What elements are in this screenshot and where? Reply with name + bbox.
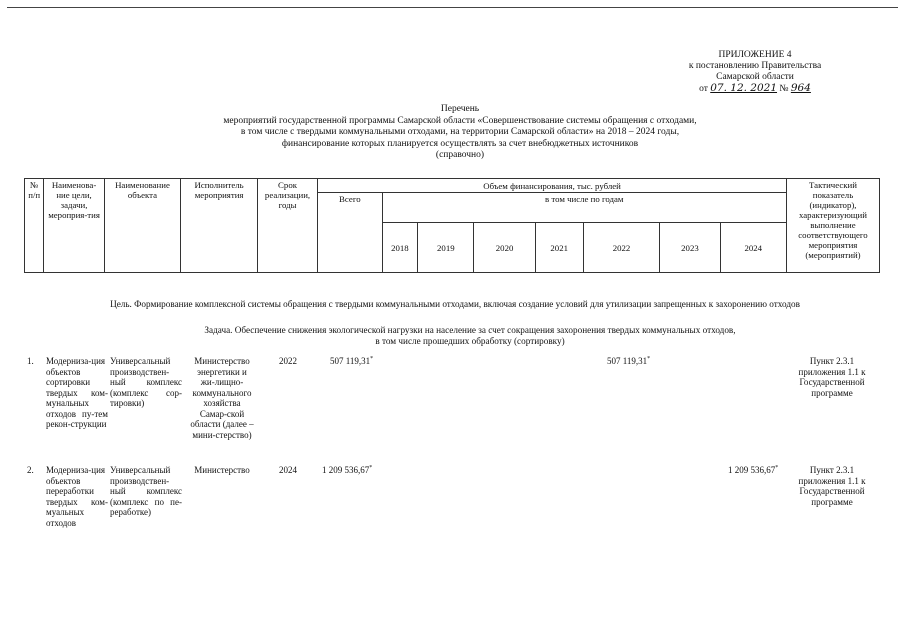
col-object: Наименование объекта: [104, 179, 181, 273]
title-line3: в том числе с твердыми коммунальными отходами, на территории Самарской области» на 2018 – 2024 годы,: [240, 127, 680, 137]
task-line1: Задача. Обеспечение снижения экологической нагрузки на население за счет сокращения захоронения твердых коммунальных отходов,: [204, 325, 736, 335]
year-2021: 2021: [535, 223, 583, 273]
row2-year-2024: [728, 465, 778, 476]
page-top-border: [7, 7, 898, 8]
col-num: № п/п: [25, 179, 44, 273]
row2-num: 2.: [27, 465, 34, 475]
appendix-line3: Самарской области: [716, 72, 794, 82]
appendix-block: [660, 50, 850, 95]
number-sign: №: [779, 84, 789, 94]
row1-year-value: 507 119,31: [607, 356, 648, 366]
row2-total-mark: *: [369, 465, 373, 471]
col-total: Всего: [318, 193, 382, 273]
row2-object: Универсальный производствен-ный комплекс (комплекс по пе-реработке): [110, 465, 182, 517]
date-value: 07. 12. 2021: [710, 82, 778, 94]
row1-goal: Модерниза-ция объектов сортировки твердых ком-мунальных отходов пу-тем рекон-струкции: [46, 356, 108, 429]
goal-statement: Цель. Формирование комплексной системы обращения с твердыми коммунальными отходами, включая создание условий для утилизации запрещенных к захоронению отходов: [110, 299, 800, 309]
col-indicator: Тактический показатель (индикатор), характеризующий выполнение соответствующего мероприятия (мероприятий): [786, 179, 879, 273]
row1-total: [330, 356, 373, 367]
row2-total-value: 1 209 536,67: [322, 465, 370, 475]
row2-year-value: 1 209 536,67: [728, 465, 776, 475]
year-2020: 2020: [474, 223, 535, 273]
row2-executor: Министерство: [194, 465, 250, 475]
col-executor: Исполнитель мероприятия: [181, 179, 258, 273]
header-table: [24, 178, 880, 273]
row1-indicator: Пункт 2.3.1 приложения 1.1 к Государственной программе: [798, 356, 866, 398]
document-title: [140, 104, 780, 162]
row1-year-mark: *: [647, 356, 651, 362]
title-line1: Перечень: [440, 104, 480, 114]
row1-year-2022: [607, 356, 650, 367]
year-2023: 2023: [660, 223, 720, 273]
row1-executor: Министерство энергетики и жи-лищно-коммунального хозяйства Самар-ской области (далее – мини-стерство): [190, 356, 254, 440]
row1-term: 2022: [279, 356, 297, 366]
number-value: 964: [790, 82, 811, 94]
row1-total-mark: *: [370, 356, 374, 362]
title-line2: мероприятий государственной программы Самарской области «Совершенствование системы обращения с отходами,: [223, 115, 697, 126]
col-term: Срок реализации, годы: [257, 179, 317, 273]
col-financing: Объем финансирования, тыс. рублей: [318, 179, 787, 193]
col-goal: Наименова-ние цели, задачи, мероприя-тия: [44, 179, 104, 273]
appendix-line2: к постановлению Правительства: [688, 61, 822, 71]
row1-num: 1.: [27, 356, 34, 366]
year-2019: 2019: [418, 223, 474, 273]
title-line5: (справочно): [435, 150, 485, 160]
year-2022: 2022: [583, 223, 660, 273]
row1-total-value: 507 119,31: [330, 356, 371, 366]
row2-indicator: Пункт 2.3.1 приложения 1.1 к Государственной программе: [798, 465, 866, 507]
col-by-years: в том числе по годам: [382, 193, 786, 223]
appendix-title: ПРИЛОЖЕНИЕ 4: [718, 50, 792, 60]
row2-year-mark: *: [775, 465, 779, 471]
row1-object: Универсальный производствен-ный комплекс (комплекс сор-тировки): [110, 356, 182, 408]
title-line4: финансирование которых планируется осуществлять за счет внебюджетных источников: [281, 138, 639, 149]
date-prefix: от: [699, 84, 708, 94]
task-statement: [150, 325, 790, 347]
year-2024: 2024: [720, 223, 786, 273]
appendix-date-line: [660, 83, 850, 95]
row2-term: 2024: [279, 465, 297, 475]
row2-goal: Модерниза-ция объектов переработки твердых ком-муальных отходов: [46, 465, 108, 528]
year-2018: 2018: [382, 223, 418, 273]
row2-total: [322, 465, 372, 476]
task-line2: в том числе прошедших обработку (сортировку): [375, 336, 565, 346]
